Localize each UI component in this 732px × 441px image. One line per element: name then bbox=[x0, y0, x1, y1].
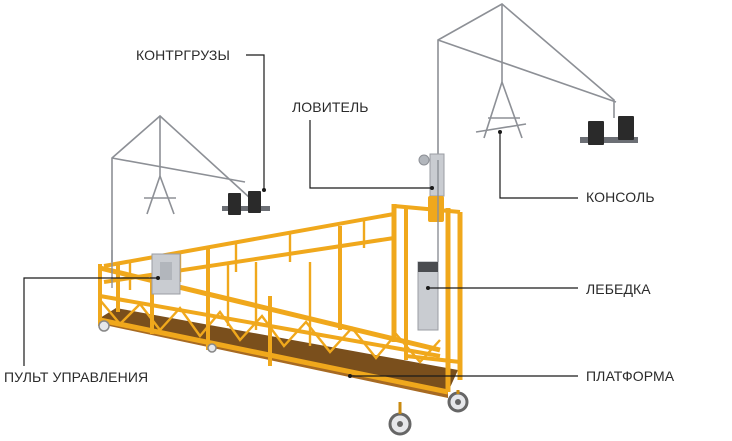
winch-unit bbox=[418, 262, 438, 330]
label-safety-lock: ЛОВИТЕЛЬ bbox=[292, 99, 369, 115]
label-control-panel: ПУЛЬТ УПРАВЛЕНИЯ bbox=[4, 369, 149, 385]
leader-safety-lock bbox=[310, 120, 432, 188]
leader-console bbox=[500, 132, 578, 198]
label-console: КОНСОЛЬ bbox=[586, 189, 655, 205]
right-counterweights bbox=[580, 116, 638, 145]
left-console bbox=[112, 116, 250, 262]
control-panel-box bbox=[152, 254, 180, 294]
label-platform: ПЛАТФОРМА bbox=[586, 368, 675, 384]
leader-counterweights bbox=[246, 55, 264, 190]
label-winch: ЛЕБЕДКА bbox=[586, 281, 651, 297]
label-counterweights: КОНТРГРУЗЫ bbox=[136, 47, 230, 63]
